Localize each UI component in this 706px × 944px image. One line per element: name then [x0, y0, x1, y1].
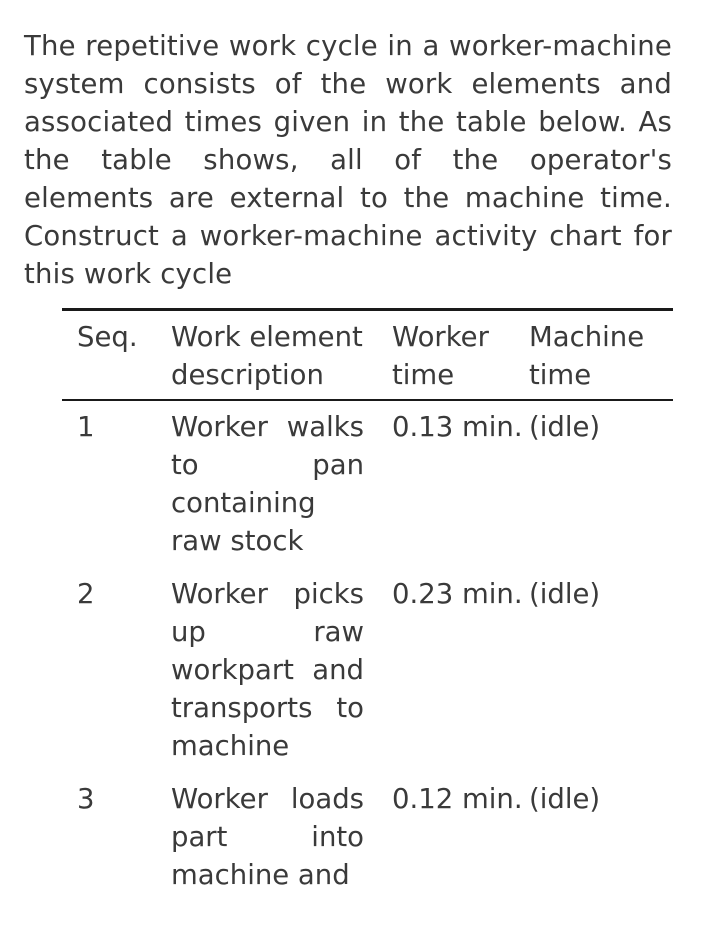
cell-machine-time: (idle) [529, 411, 601, 443]
problem-statement: The repetitive work cycle in a worker-machine system consists of the work elements and associated times given in the table below. As the table shows, all of the operator's elements are external to the machine time. Construct a worker-machine activity chart for this work cycle [24, 30, 672, 290]
cell-worker-time: 0.13 min. [392, 411, 523, 443]
cell-description: Worker picks up raw workpart and transports to machine [171, 578, 364, 762]
cell-machine-time: (idle) [529, 783, 601, 815]
header-seq: Seq. [77, 321, 138, 353]
work-elements-table-container [62, 308, 673, 902]
table-row [62, 568, 673, 773]
header-machine-time: Machine time [529, 321, 645, 391]
cell-seq: 1 [77, 411, 95, 443]
table-row [62, 773, 673, 902]
table-row [62, 400, 673, 568]
cell-description: Worker loads part into machine and [171, 783, 364, 891]
cell-worker-time: 0.23 min. [392, 578, 523, 610]
cell-worker-time: 0.12 min. [392, 783, 523, 815]
work-elements-table [62, 308, 673, 902]
cell-description: Worker walks to pan containing raw stock [171, 411, 364, 557]
header-description: Work element description [171, 321, 363, 391]
table-header-row [62, 310, 673, 401]
cell-machine-time: (idle) [529, 578, 601, 610]
header-worker-time: Worker time [392, 321, 489, 391]
cell-seq: 2 [77, 578, 95, 610]
cell-seq: 3 [77, 783, 95, 815]
